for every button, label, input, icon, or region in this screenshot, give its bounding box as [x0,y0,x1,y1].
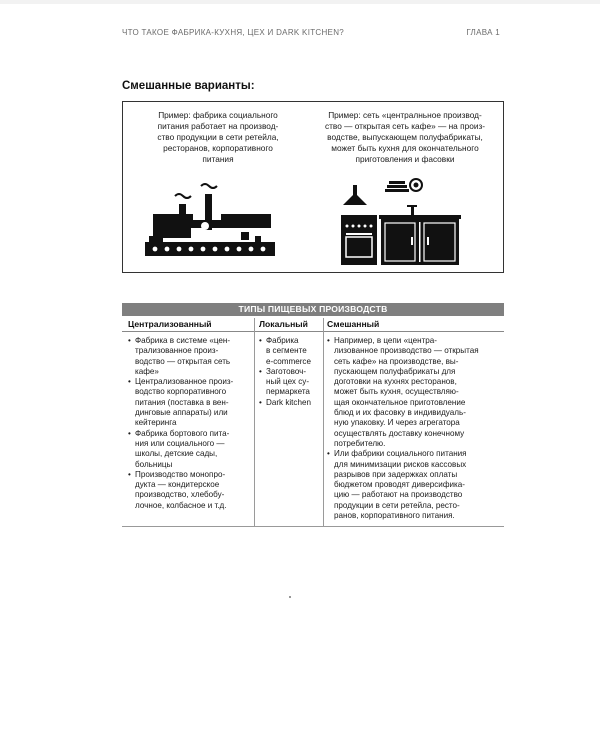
list-item [259,336,323,367]
text-line: динговые аппараты) или [135,408,228,418]
text-line: щая окончательное приготовление [334,397,466,407]
example-right-line: приготовления и фасовки [355,154,455,164]
text-line: дукта — кондитерское [135,480,220,490]
text-line: питания (поставка в вен- [135,397,229,407]
examples-box [122,101,504,273]
example-left-line: ство продукции в сети ретейла, [157,132,279,142]
text-line: разрывов при задержках оплаты [334,469,458,479]
production-types-table [122,303,504,527]
list-item [128,377,252,428]
text-line: осуществлять доставку конечному [334,428,465,438]
example-right-line: Пример: сеть «централньное производ- [328,110,482,120]
text-line: сеть кафе» на производстве, вы- [334,356,459,366]
text-line: кейтеринга [135,418,177,428]
text-line: больницы [135,459,173,469]
kitchen-icon [341,175,461,265]
example-right-line: может быть кухня для окончательного [331,143,479,153]
text-line: ный цех су- [266,377,310,387]
column-header-centralized: Централизованный [128,319,212,329]
text-line: лочное, колбасное и т.д. [135,500,227,510]
text-line: • Заготовоч- [266,366,307,376]
text-line: • Или фабрики социального питания [334,449,467,459]
text-line: школы, детские сады, [135,449,218,459]
page-edge [0,0,600,4]
local-cell [259,336,323,408]
list-item [259,398,323,408]
text-line: • Производство монопро- [135,469,226,479]
text-line: потребителю. [334,438,386,448]
text-line: водство корпоративного [135,387,227,397]
text-line: • Централизованное произ- [135,377,234,387]
list-item [327,449,503,521]
centralized-cell [128,336,252,511]
text-line: ранов, корпоративного питания. [334,511,455,521]
text-line: ния или социального — [135,438,225,448]
text-line: • Dark kitchen [266,397,311,407]
text-line: лизованное производство — открытая [334,346,479,356]
text-line: продукции в сети ретейла, ресто- [334,500,460,510]
example-right-line: ство — открытая сеть кафе» — на произ- [324,121,486,131]
example-right-text [315,110,495,165]
column-header-mixed: Смешанный [327,319,380,329]
running-title: ЧТО ТАКОЕ ФАБРИКА-КУХНЯ, ЦЕХ И DARK KITCHEN? [122,28,345,37]
text-line: блюд и их фасовку в индивидуаль- [334,408,466,418]
text-line: водство — открытая сеть [135,356,231,366]
list-item [128,336,252,377]
text-line: ную упаковку. И через агрегатора [334,418,460,428]
text-line: e-commerce [266,356,311,366]
text-line: кафе» [135,366,159,376]
text-line: • Фабрика бортового пита- [135,428,230,438]
table-title: ТИПЫ ПИЩЕВЫХ ПРОИЗВОДСТВ [122,303,504,316]
text-line: в сегменте [266,346,307,356]
example-left-line: Пример: фабрика социального [158,110,278,120]
text-line: трализованное произ- [135,346,219,356]
scan-speck [289,596,291,598]
table-header-row [122,316,504,332]
text-line: бюджетом проводят диверсифика- [334,480,465,490]
text-line: • Фабрика в системе «цен- [135,336,231,345]
section-heading: Смешанные варианты: [122,80,255,92]
example-left-text [133,110,303,165]
column-header-local: Локальный [259,319,308,329]
text-line: пермаркета [266,387,310,397]
example-right-line: водстве, выпускающем полуфабрикаты, [327,132,483,142]
table-body-row [122,332,504,527]
text-line: производство, хлебобу- [135,490,225,500]
column-divider [323,318,324,527]
text-line: пускающем полуфабрикаты для [334,366,456,376]
example-left-line: питания [202,154,234,164]
example-left-line: питания работает на производ- [157,121,279,131]
text-line: • Фабрика [266,336,299,345]
text-line: для минимизации рисков кассовых [334,459,467,469]
list-item [327,336,503,449]
example-left-line: ресторанов, корпоративного [163,143,273,153]
text-line: доготовки на кухнях ресторанов, [334,377,457,387]
text-line: цию — работают на производство [334,490,463,500]
text-line: может быть кухня, осуществляю- [334,387,459,397]
chapter-label: ГЛАВА 1 [466,28,500,37]
list-item [128,470,252,511]
text-line: • Например, в цепи «центра- [334,336,437,345]
list-item [259,367,323,398]
column-divider [254,318,255,527]
factory-icon [145,180,275,268]
mixed-cell [327,336,503,521]
list-item [128,429,252,470]
